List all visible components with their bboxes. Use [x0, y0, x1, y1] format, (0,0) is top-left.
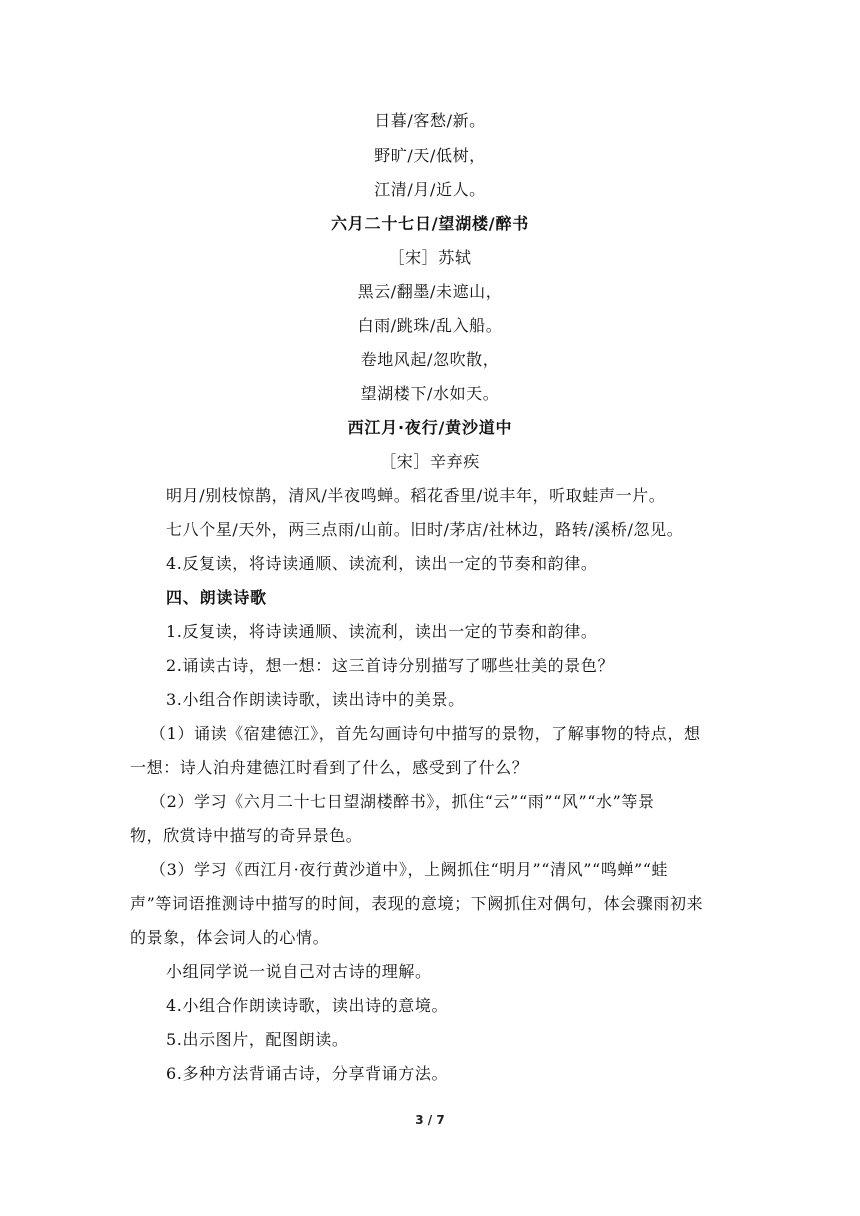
poem3-line: 七八个星/天外，两三点雨/山前。旧时/茅店/社林边，路转/溪桥/忽见。	[166, 520, 684, 539]
poem3-title: 西江月·夜行/黄沙道中	[347, 418, 513, 437]
poem2-line: 望湖楼下/水如天。	[360, 384, 500, 403]
sub-item-cont: 声”等词语推测诗中描写的时间，表现的意境；下阙抓住对偶句，体会骤雨初来	[130, 894, 704, 913]
poem2-title: 六月二十七日/望湖楼/醉书	[330, 214, 530, 233]
poem1-line: 日暮/客愁/新。	[374, 111, 486, 130]
paragraph: 小组同学说一说自己对古诗的理解。	[166, 962, 432, 981]
sub-item: （1）诵读《宿建德江》，首先勾画诗句中描写的景物，了解事物的特点，想	[150, 724, 701, 743]
sub-item: （2）学习《六月二十七日望湖楼醉书》，抓住“云”“雨”“风”“水”等景	[150, 792, 655, 811]
step-item: 2.诵读古诗，想一想：这三首诗分别描写了哪些壮美的景色？	[166, 656, 615, 675]
step-item: 4.小组合作朗读诗歌，读出诗的意境。	[166, 996, 449, 1015]
section-heading: 四、朗读诗歌	[166, 588, 267, 607]
poem2-line: 黑云/翻墨/未遮山，	[357, 282, 503, 301]
step-item: 4.反复读，将诗读通顺、读流利，读出一定的节奏和韵律。	[166, 554, 598, 573]
page-number: 3 / 7	[415, 1113, 445, 1127]
step-item: 3.小组合作朗读诗歌，读出诗中的美景。	[166, 690, 465, 709]
sub-item: （3）学习《西江月·夜行黄沙道中》，上阙抓住“明月”“清风”“鸣蝉”“蛙	[150, 860, 669, 879]
step-item: 1.反复读，将诗读通顺、读流利，读出一定的节奏和韵律。	[166, 622, 598, 641]
sub-item-cont: 的景象，体会词人的心情。	[130, 928, 330, 947]
poem2-line: 卷地风起/忽吹散，	[360, 350, 500, 369]
step-item: 5.出示图片，配图朗读。	[166, 1030, 349, 1049]
poem1-line: 野旷/天/低树，	[374, 146, 486, 165]
poem1-line: 江清/月/近人。	[374, 180, 486, 199]
poem2-line: 白雨/跳珠/乱入船。	[357, 316, 503, 335]
sub-item-cont: 一想：诗人泊舟建德江时看到了什么，感受到了什么？	[130, 758, 529, 777]
sub-item-cont: 物，欣赏诗中描写的奇异景色。	[130, 826, 363, 845]
poem3-line: 明月/别枝惊鹊，清风/半夜鸣蝉。稻花香里/说丰年，听取蛙声一片。	[166, 486, 666, 505]
step-item: 6.多种方法背诵古诗，分享背诵方法。	[166, 1064, 449, 1083]
poem2-author: ［宋］苏轼	[388, 248, 472, 267]
poem3-author: ［宋］辛弃疾	[380, 452, 480, 471]
